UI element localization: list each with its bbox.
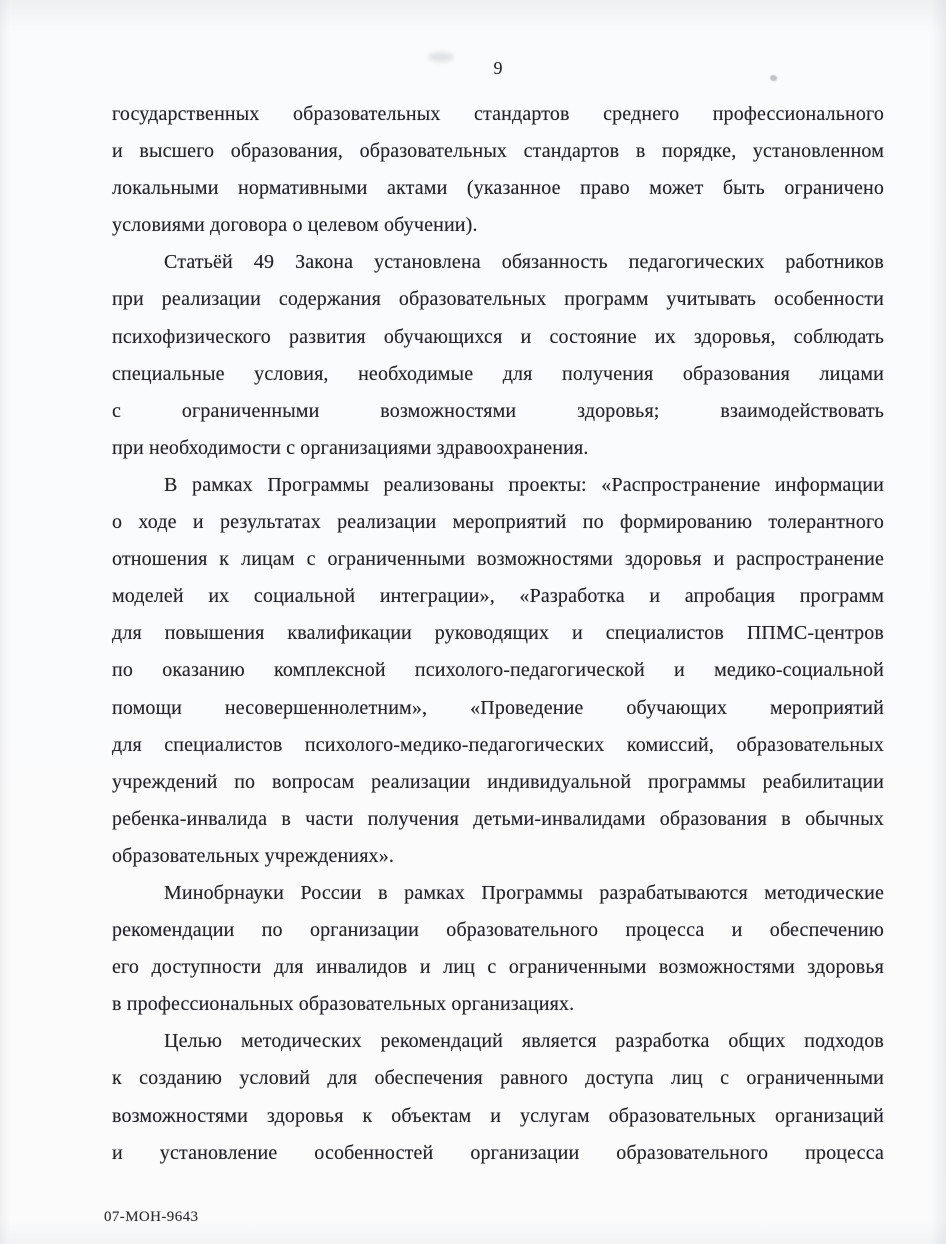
text-line: для специалистов психолого-медико-педагогических комиссий, образовательных — [112, 733, 884, 756]
scan-edge-right — [930, 0, 946, 1244]
text-line: специальные условия, необходимые для получения образования лицами — [112, 362, 884, 385]
text-line: и установление особенностей организации образовательного процесса — [112, 1141, 884, 1164]
text-line: ребенка-инвалида в части получения детьми-инвалидами образования в обычных — [112, 807, 884, 830]
text-line: В рамках Программы реализованы проекты: «Распространение информации — [164, 473, 884, 496]
text-line: государственных образовательных стандартов среднего профессионального — [112, 103, 884, 125]
text-line: к созданию условий для обеспечения равного доступа лиц с ограниченными — [112, 1067, 884, 1090]
text-line: психофизического развития обучающихся и состояние их здоровья, соблюдать — [112, 325, 884, 348]
text-line: Статьёй 49 Закона установлена обязанность педагогических работников — [164, 251, 884, 274]
document-text-body — [112, 96, 884, 1172]
page-number: 9 — [493, 58, 503, 78]
document-code-footer: 07-МОН-9643 — [104, 1209, 199, 1225]
text-line: помощи несовершеннолетним», «Проведение обучающих мероприятий — [112, 696, 884, 719]
scan-artifact-dot — [769, 74, 778, 83]
text-line: Минобрнауки России в рамках Программы разрабатываются методические — [164, 881, 884, 904]
text-line: его доступности для инвалидов и лиц с ограниченными возможностями здоровья — [112, 956, 884, 979]
text-line: учреждений по вопросам реализации индивидуальной программы реабилитации — [112, 770, 884, 793]
text-line: локальными нормативными актами (указанное право может быть ограничено — [112, 177, 884, 200]
text-line: при реализации содержания образовательных программ учитывать особенности — [112, 288, 884, 311]
text-line: возможностями здоровья к объектам и услугам образовательных организаций — [112, 1104, 884, 1127]
text-line: Целью методических рекомендаций является разработка общих подходов — [164, 1030, 884, 1053]
text-line: в профессиональных образовательных организациях. — [112, 993, 575, 1016]
text-line: о ходе и результатах реализации мероприятий по формированию толерантного — [112, 511, 884, 534]
text-line: рекомендации по организации образовательного процесса и обеспечению — [112, 919, 884, 942]
text-line: для повышения квалификации руководящих и специалистов ППМС-центров — [112, 622, 884, 645]
text-line: условиями договора о целевом обучении). — [112, 214, 478, 237]
scan-artifact-smudge — [428, 52, 454, 62]
text-line: отношения к лицам с ограниченными возможностями здоровья и распространение — [112, 548, 884, 571]
scan-edge-left — [0, 0, 10, 1244]
text-line: образовательных учреждениях». — [112, 844, 394, 867]
text-line: по оказанию комплексной психолого-педагогической и медико-социальной — [112, 659, 884, 682]
text-line: и высшего образования, образовательных стандартов в порядке, установленном — [112, 140, 884, 163]
text-line: с ограниченными возможностями здоровья; взаимодействовать — [112, 399, 884, 422]
text-line: моделей их социальной интеграции», «Разработка и апробация программ — [112, 585, 884, 608]
text-line: при необходимости с организациями здравоохранения. — [112, 436, 589, 459]
